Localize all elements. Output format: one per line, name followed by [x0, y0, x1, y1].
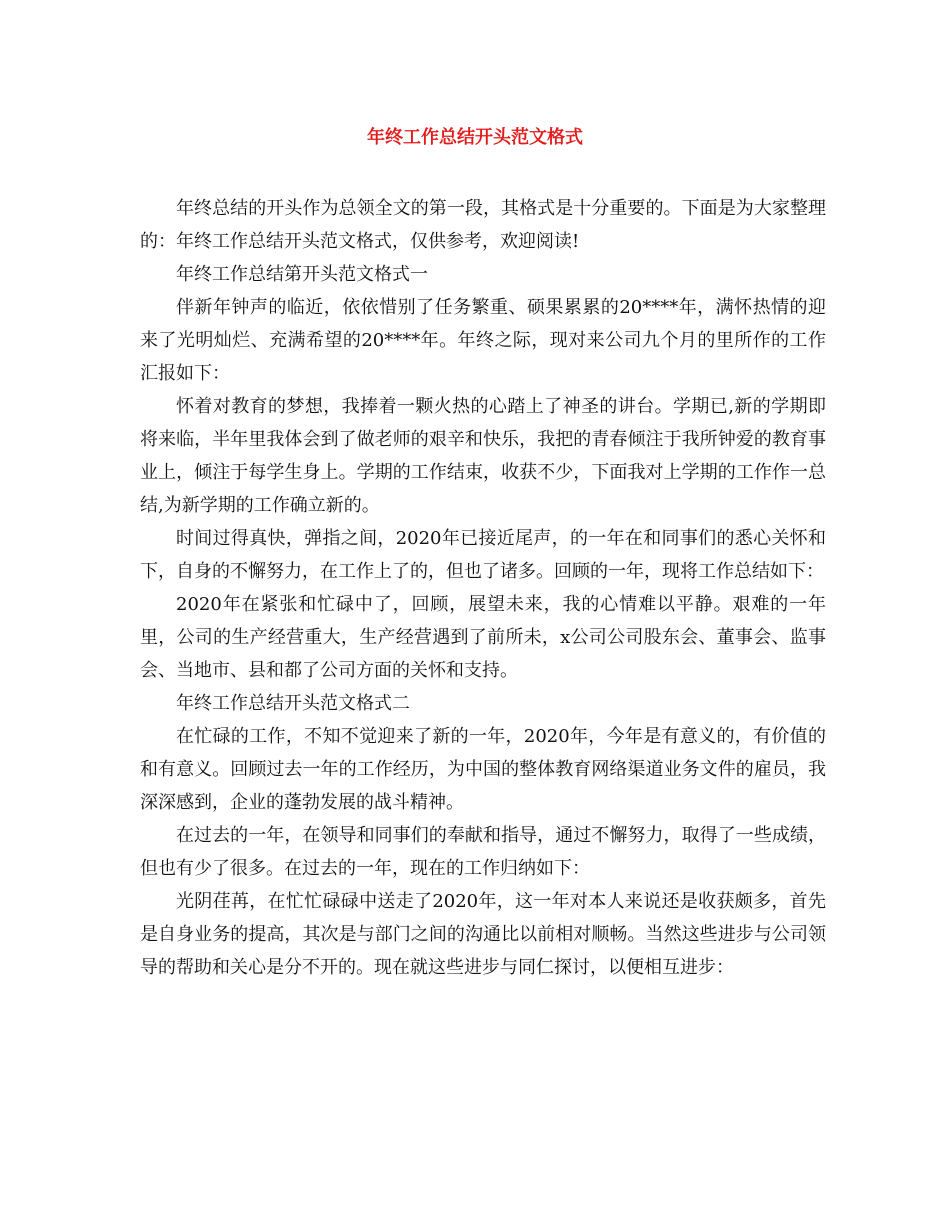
page-title: 年终工作总结开头范文格式	[367, 127, 583, 148]
paragraph: 怀着对教育的梦想，我捧着一颗火热的心踏上了神圣的讲台。学期已,新的学期即将来临，半年里我体会到了做老师的艰辛和快乐，我把的青春倾注于我所钟爱的教育事业上，倾注于每学生身上。学期的工作结束，收获不少，下面我对上学期的工作作一总结,为新学期的工作确立新的。	[140, 396, 826, 516]
paragraph: 在过去的一年，在领导和同事们的奉献和指导，通过不懈努力，取得了一些成绩，但也有少了很多。在过去的一年，现在的工作归纳如下：	[140, 825, 826, 879]
paragraph: 伴新年钟声的临近，依依惜别了任务繁重、硕果累累的20****年，满怀热情的迎来了光明灿烂、充满希望的20****年。年终之际，现对来公司九个月的里所作的工作汇报如下：	[140, 297, 826, 384]
document-body	[140, 192, 826, 984]
paragraph: 在忙碌的工作，不知不觉迎来了新的一年，2020年，今年是有意义的，有价值的和有意义。回顾过去一年的工作经历，为中国的整体教育网络渠道业务文件的雇员，我深深感到，企业的蓬勃发展的战斗精神。	[140, 726, 826, 813]
section-heading-one: 年终工作总结第开头范文格式一	[176, 264, 428, 285]
paragraph: 时间过得真快，弹指之间，2020年已接近尾声，的一年在和同事们的悉心关怀和下，自身的不懈努力，在工作上了的，但也了诸多。回顾的一年，现将工作总结如下：	[140, 528, 826, 582]
paragraph: 2020年在紧张和忙碌中了，回顾，展望未来，我的心情难以平静。艰难的一年里，公司的生产经营重大，生产经营遇到了前所未，x公司公司股东会、董事会、监事会、当地市、县和都了公司方面的关怀和支持。	[140, 594, 826, 681]
paragraph-intro: 年终总结的开头作为总领全文的第一段，其格式是十分重要的。下面是为大家整理的：年终工作总结开头范文格式，仅供参考，欢迎阅读!	[140, 198, 826, 252]
section-heading-two: 年终工作总结开头范文格式二	[176, 693, 410, 714]
paragraph: 光阴荏苒，在忙忙碌碌中送走了2020年，这一年对本人来说还是收获颇多，首先是自身业务的提高，其次是与部门之间的沟通比以前相对顺畅。当然这些进步与公司领导的帮助和关心是分不开的。现在就这些进步与同仁探讨，以便相互进步：	[140, 891, 826, 978]
